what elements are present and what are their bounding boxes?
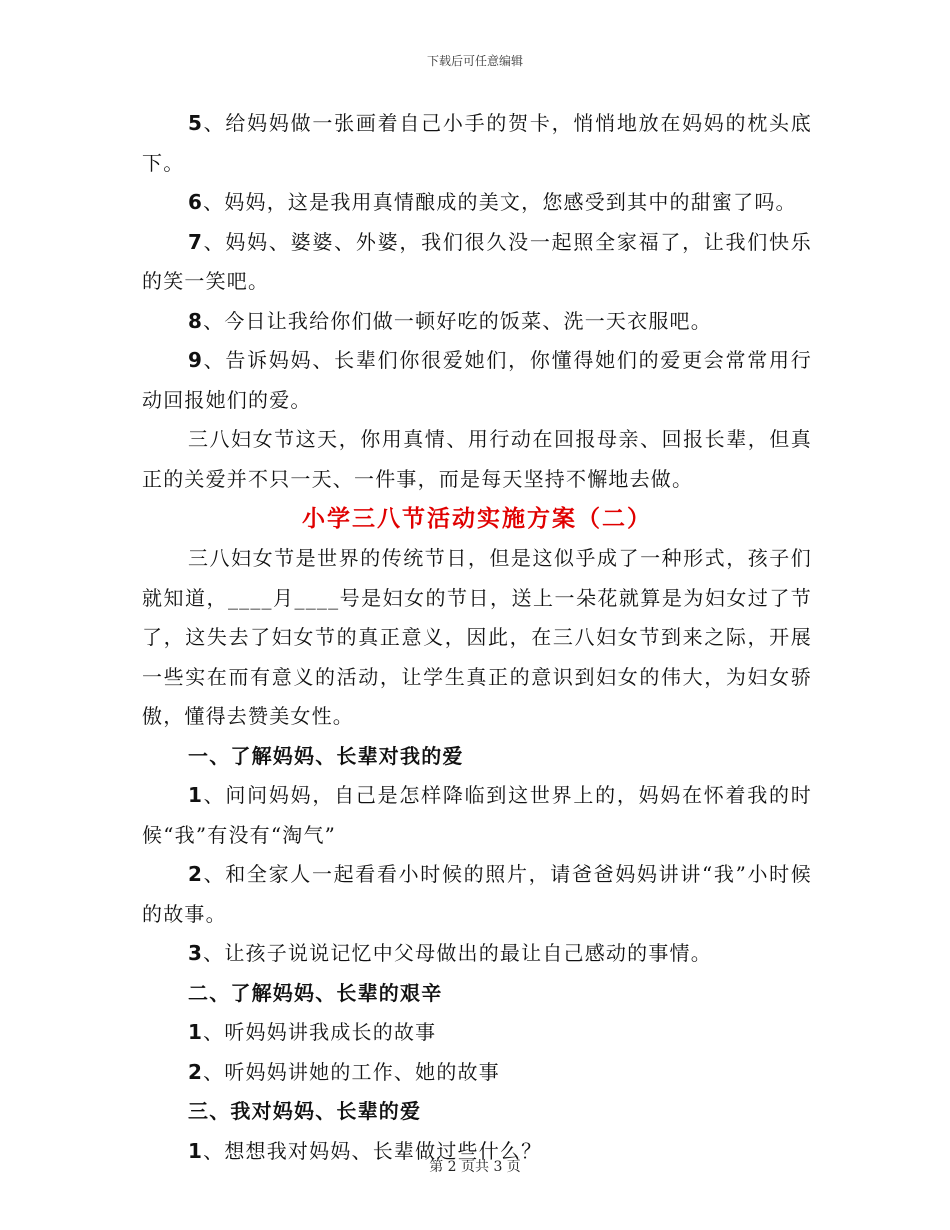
intro-paragraph: 三八妇女节是世界的传统节日，但是这似乎成了一种形式，孩子们就知道，____月____号是妇女的节日，送上一朵花就算是为妇女过了节了，这失去了妇女节的真正意义，因此，在三八妇女节到来之际，开展一些实在而有意义的活动，让学生真正的意识到妇女的伟大，为妇女骄傲，懂得去赞美女性。 bbox=[142, 546, 812, 728]
list-item bbox=[142, 855, 812, 934]
item-text: 、今日让我给你们做一顿好吃的饭菜、洗一天衣服吧。 bbox=[203, 308, 712, 333]
item-text: 、告诉妈妈、长辈们你很爱她们，你懂得她们的爱更会常常用行动回报她们的爱。 bbox=[142, 348, 812, 412]
list-item bbox=[142, 341, 812, 420]
item-number: 6 bbox=[188, 190, 204, 214]
item-text: 、想想我对妈妈、长辈做过些什么？ bbox=[203, 1138, 543, 1163]
item-text: 、听妈妈讲她的工作、她的故事 bbox=[203, 1059, 500, 1084]
page-header: 下载后可任意编辑 bbox=[426, 54, 523, 68]
list-item bbox=[142, 183, 812, 223]
document-body bbox=[142, 104, 812, 1171]
item-number: 2 bbox=[188, 1059, 204, 1084]
part3-heading: 三、我对妈妈、长辈的爱 bbox=[188, 1099, 422, 1123]
item-number: 1 bbox=[188, 783, 204, 807]
list-item bbox=[142, 104, 812, 183]
item-number: 1 bbox=[188, 1020, 204, 1044]
item-text: 、给妈妈做一张画着自己小手的贺卡，悄悄地放在妈妈的枕头底下。 bbox=[142, 111, 812, 175]
item-text: 、和全家人一起看看小时候的照片，请爸爸妈妈讲讲“我”小时候的故事。 bbox=[142, 862, 812, 926]
item-text: 、妈妈、婆婆、外婆，我们很久没一起照全家福了，让我们快乐的笑一笑吧。 bbox=[142, 229, 812, 293]
list-item bbox=[142, 1053, 812, 1093]
item-number: 3 bbox=[188, 941, 204, 965]
list-item bbox=[142, 302, 812, 342]
part1-heading: 一、了解妈妈、长辈对我的爱 bbox=[188, 743, 464, 768]
list-item bbox=[142, 223, 812, 302]
item-text: 、妈妈，这是我用真情酿成的美文，您感受到其中的甜蜜了吗。 bbox=[203, 190, 797, 214]
part2-heading: 二、了解妈妈、长辈的艰辛 bbox=[188, 980, 443, 1005]
item-number: 7 bbox=[188, 229, 204, 254]
item-text: 、问问妈妈，自己是怎样降临到这世界上的，妈妈在怀着我的时候“我”有没有“淘气” bbox=[142, 783, 812, 847]
item-number: 2 bbox=[188, 862, 204, 886]
item-text: 、让孩子说说记忆中父母做出的最让自己感动的事情。 bbox=[203, 941, 712, 965]
section-title: 小学三八节活动实施方案（二） bbox=[302, 505, 652, 532]
item-number: 8 bbox=[188, 308, 204, 333]
item-text: 、听妈妈讲我成长的故事 bbox=[203, 1020, 437, 1044]
page-footer: 第 2 页共 3 页 bbox=[429, 1159, 521, 1175]
item-number: 1 bbox=[188, 1138, 204, 1163]
list-item bbox=[142, 776, 812, 855]
list-item bbox=[142, 934, 812, 974]
list-item bbox=[142, 1013, 812, 1053]
closing-paragraph: 三八妇女节这天，你用真情、用行动在回报母亲、回报长辈，但真正的关爱并不只一天、一件事，而是每天坚持不懈地去做。 bbox=[142, 427, 812, 491]
item-number: 5 bbox=[188, 111, 204, 135]
item-number: 9 bbox=[188, 348, 204, 372]
